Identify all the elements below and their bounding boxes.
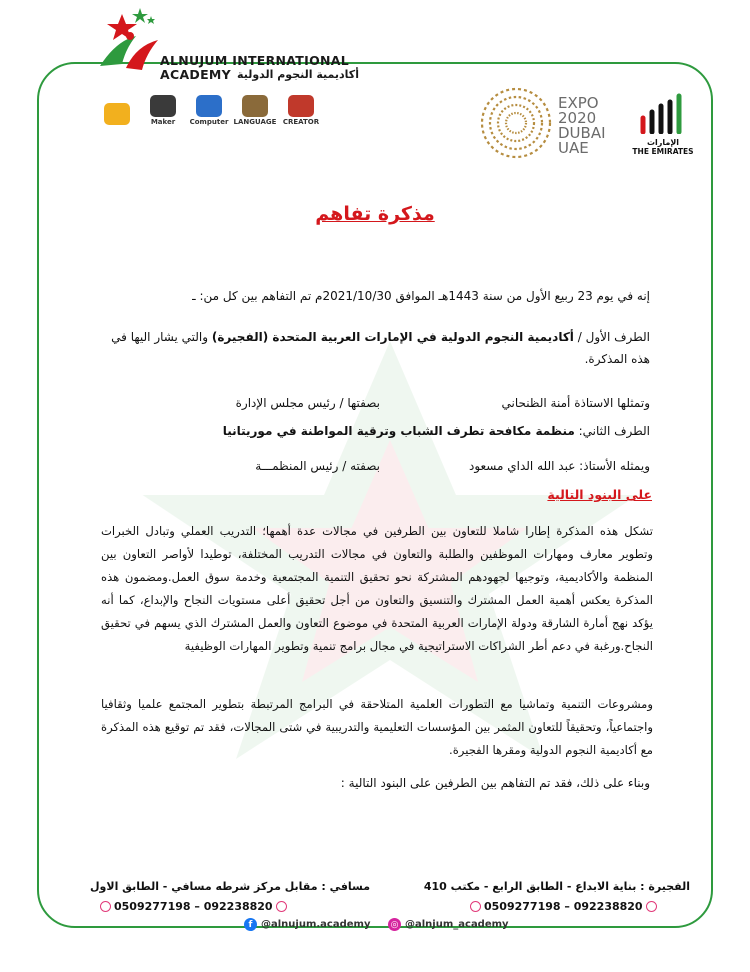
facebook-icon: f — [244, 918, 257, 931]
instagram-icon: ◎ — [388, 918, 401, 931]
party-one-representative: وتمثلها الاستاذة أمنة الظنحاني — [501, 396, 650, 410]
party-one-prefix: الطرف الأول / — [573, 330, 650, 344]
address-masafi: مسافي : مقابل مركز شرطه مسافي - الطابق الاول — [90, 880, 371, 893]
instagram-handle[interactable] — [388, 918, 509, 931]
paragraph-1: تشكل هذه المذكرة إطارا شاملا للتعاون بين الطرفين في مجالات عدة أهمها؛ التدريب العملي وتبادل الخبرات وتطوير معارف ومهارات الموظفين والطلبة والتعاون في مجالات التدريب المختلفة، توطيدا لأواصر التعاون بين المنظمة والأكاديمية، وتوجيها لجهودهم المشتركة نحو تحقيق التنمية المجتمعية وخدمة سوق العمل.ومضمون هذه المذكرة يعكس أهمية العمل المشترك والتنسيق والتعاون من أجل تحقيق أعلى مستويات النجاح والإبداع، كما أنه يؤكد نهج أمارة الشارقة ودولة الإمارات العربية المتحدة في موضوع التعاون والعمل المشترك الذي يسهم في تحقيق النجاح.ورغبة في دعم أطر الشراكات الاستراتيجية في مجال برامج تنمية وتطوير المهارات الوظيفية — [101, 524, 653, 653]
terms-heading: على البنود التالية — [547, 487, 652, 502]
the-emirates-logo — [632, 92, 694, 156]
address-fujairah: الفجيرة : بناية الابداع - الطابق الرابع - مكتب 410 — [423, 880, 690, 893]
party-one-name: أكاديمية النجوم الدولية في الإمارات العربية المتحدة (الفجيرة) — [211, 330, 574, 344]
party-two-representative: ويمثله الأستاذ: عبد الله الداي مسعود — [468, 459, 650, 473]
closing-line: وبناء على ذلك، فقد تم التفاهم بين الطرفين على البنود التالية : — [340, 776, 650, 790]
creator-logo-icon — [288, 95, 314, 117]
party-two-role: بصفته / رئيس المنظمـــة — [255, 459, 380, 473]
party-two-name: منظمة مكافحة تطرف الشباب وترقية المواطنة في موريتانيا — [222, 424, 575, 438]
sub-brand-logos — [98, 92, 320, 126]
phone-icon — [276, 901, 287, 912]
sublogo-computer: Computer — [190, 92, 228, 126]
emirates-ar: الإمارات — [646, 138, 680, 147]
phone-icon — [646, 901, 657, 912]
expo-2020-text: EXPO 2020 DUBAI UAE — [558, 94, 606, 157]
phone-masafi-number: 0509277198 – 092238820 — [114, 900, 273, 913]
expo-2020-emblem-icon — [478, 85, 554, 161]
document-title: مذكرة تفاهم — [315, 203, 435, 225]
brand-name-ar: أكاديمية النجوم الدولية — [237, 68, 359, 81]
sublogo-creator: CREATOR — [282, 92, 320, 126]
emirates-flag-bars-icon — [635, 92, 691, 134]
whatsapp-icon — [100, 901, 111, 912]
language-logo-icon — [242, 95, 268, 117]
maker-logo-icon — [150, 95, 176, 117]
academy-star-logo-icon — [96, 6, 166, 81]
academy-brand — [160, 54, 359, 82]
party-two — [223, 420, 650, 442]
intro-line: إنه في يوم 23 ربيع الأول من سنة 1443هـ الموافق 2021/10/30م تم التفاهم بين كل من: ـ — [192, 289, 650, 303]
paragraph-2: ومشروعات التنمية وتماشيا مع التطورات العلمية المتلاحقة في البرامج المرتبطة بتطوير المجتمع علميا وثقافيا واجتماعياً، وتحقيقاً للتعاون المثمر بين المؤسسات التعليمية والتدريبية في شتى المجالات، فقد تم توقيع هذه المذكرة مع أكاديمية النجوم الدولية ومقرها الفجيرة. — [101, 697, 653, 757]
phone-fujairah — [470, 900, 657, 913]
emirates-en: THE EMIRATES — [632, 147, 694, 156]
sublogo-kids — [98, 92, 136, 126]
sublogo-maker: Maker — [144, 92, 182, 126]
brand-name-en-academy: ACADEMY — [160, 67, 232, 82]
party-two-prefix: الطرف الثاني: — [574, 424, 650, 438]
computer-logo-icon — [196, 95, 222, 117]
brand-name-en: ALNUJUM INTERNATIONAL — [160, 53, 350, 68]
phone-fujairah-number: 0509277198 – 092238820 — [484, 900, 643, 913]
party-one — [95, 326, 650, 370]
facebook-handle-text: @alnujum.academy — [261, 919, 371, 930]
instagram-handle-text: @alnjum_academy — [405, 919, 509, 930]
kids-logo-icon — [104, 103, 130, 125]
facebook-handle[interactable] — [244, 918, 370, 931]
whatsapp-icon — [470, 901, 481, 912]
party-one-suffix: والتي يشار اليها في هذه المذكرة. — [111, 330, 650, 366]
phone-masafi — [100, 900, 287, 913]
sublogo-language: LANGUAGE — [236, 92, 274, 126]
party-one-role: بصفتها / رئيس مجلس الإدارة — [235, 396, 380, 410]
